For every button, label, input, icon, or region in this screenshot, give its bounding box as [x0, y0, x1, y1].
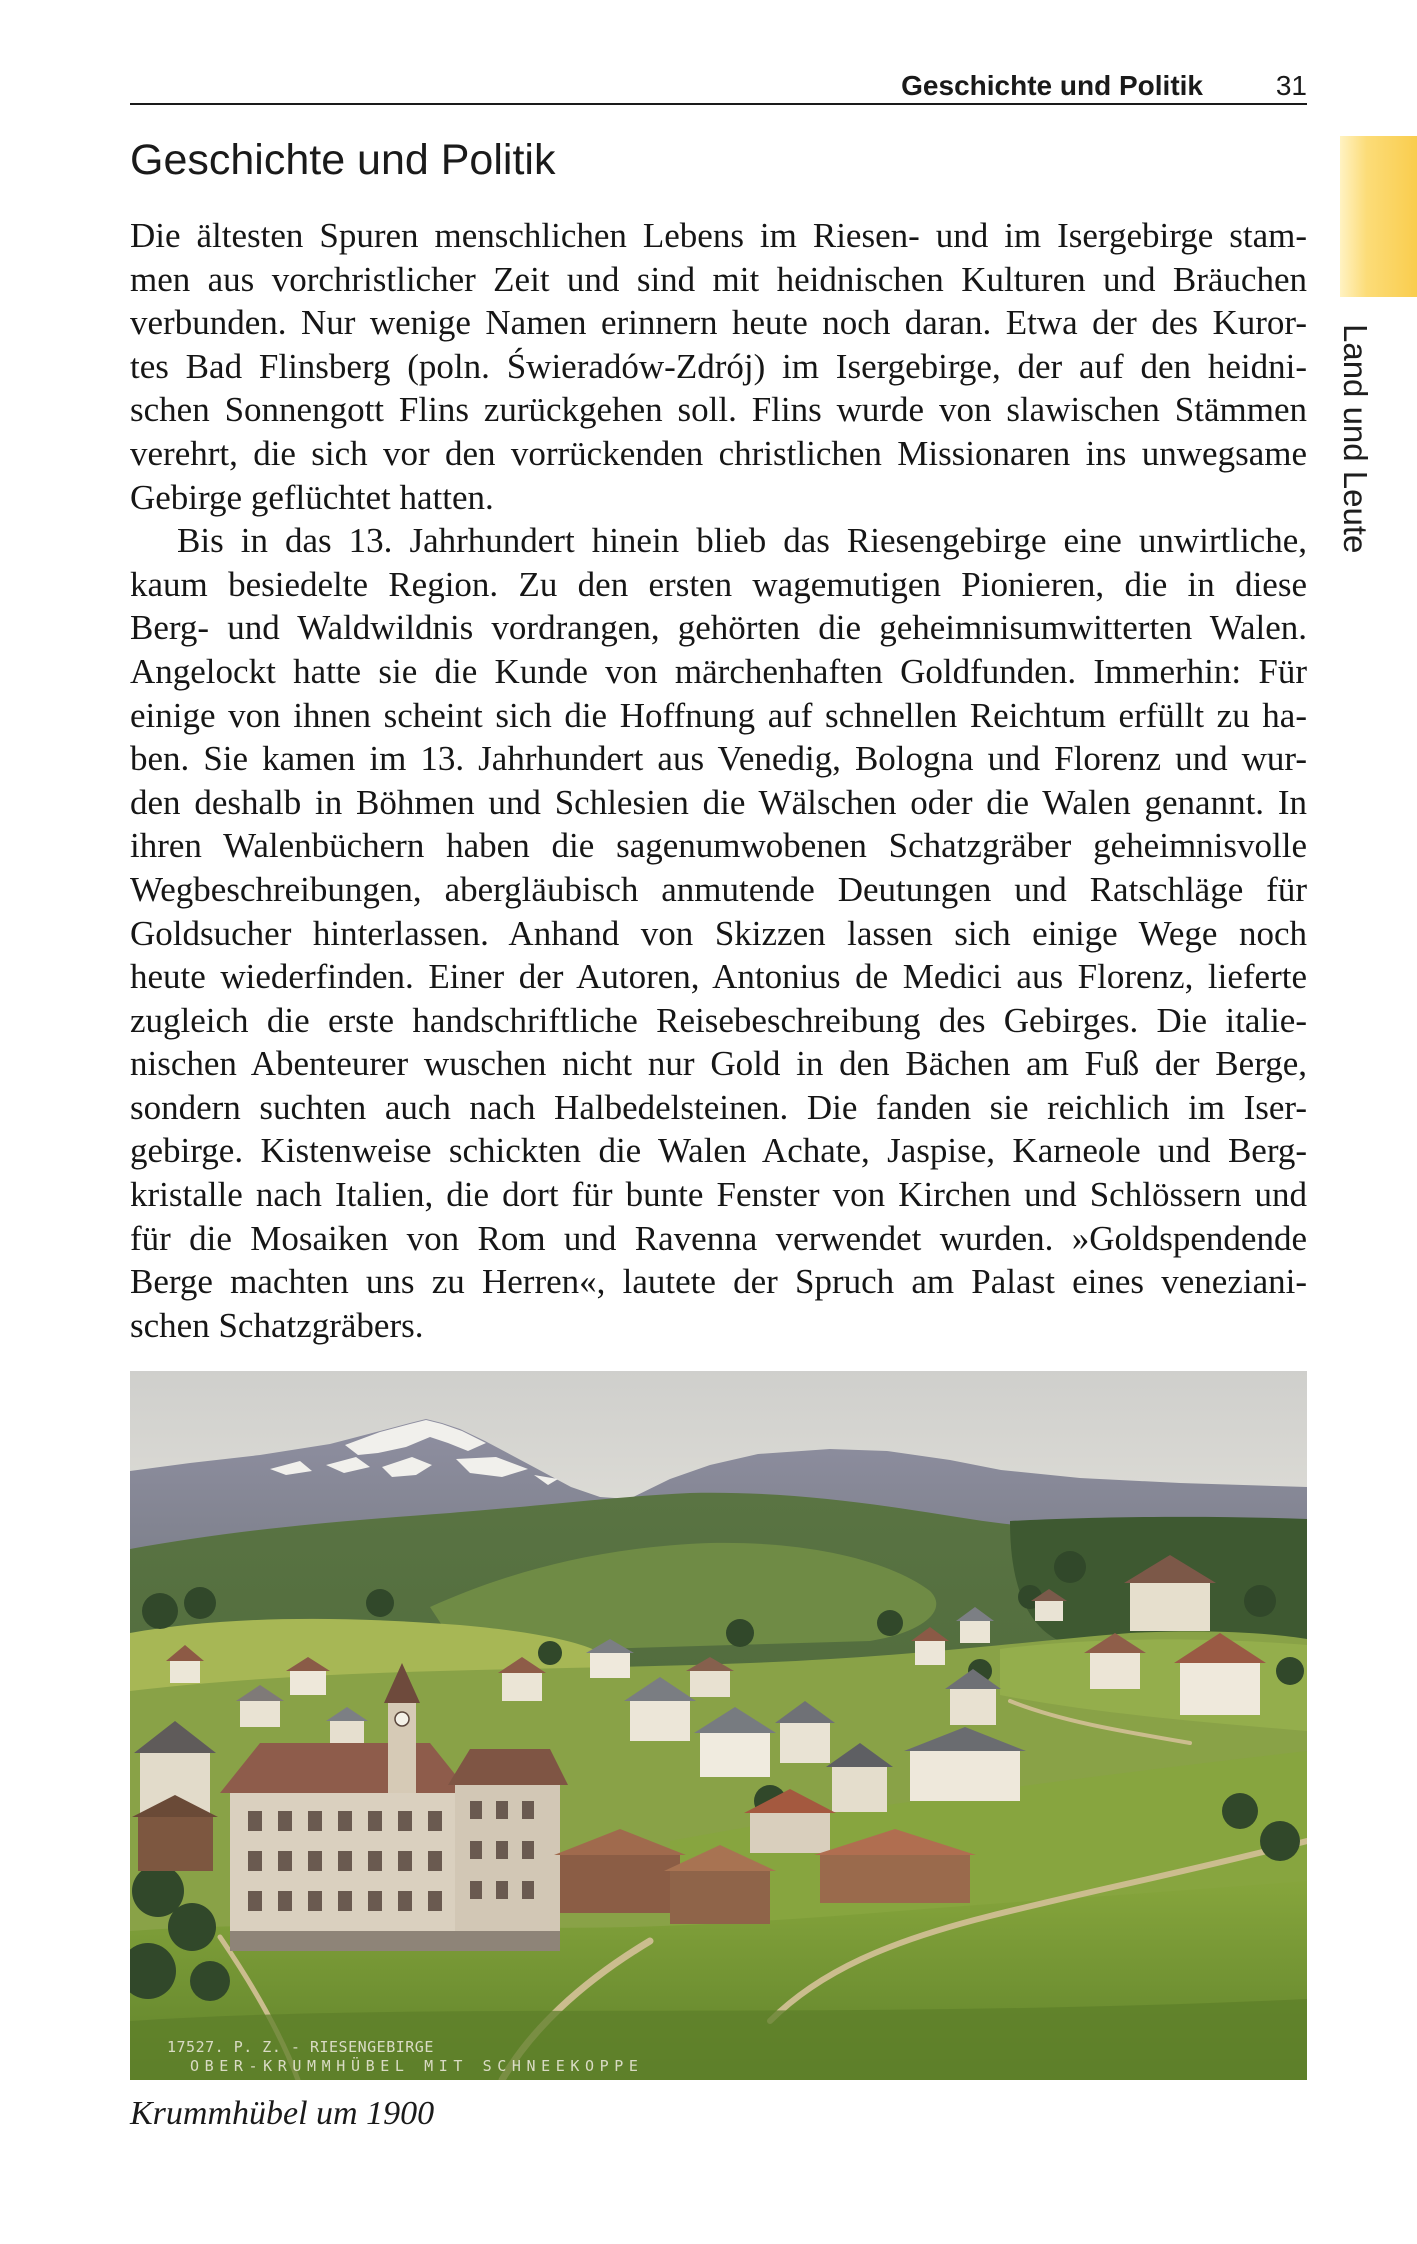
text-line: verehrt, die sich vor den vorrückenden christlichen Missionaren ins unwegsame	[130, 433, 1307, 473]
tower-clock	[395, 1712, 409, 1726]
hotel-base	[230, 1931, 560, 1951]
body-text	[130, 214, 1307, 1347]
text-line: einige von ihnen scheint sich die Hoffnung auf schnellen Reichtum erfüllt zu ha-	[130, 695, 1307, 735]
text-line: ben. Sie kamen im 13. Jahrhundert aus Venedig, Bologna und Florenz und wur-	[130, 739, 1307, 779]
text-line: verbunden. Nur wenige Namen erinnern heute noch daran. Etwa der des Kuror-	[130, 303, 1307, 343]
text-line: Goldsucher hinterlassen. Anhand von Skizzen lassen sich einige Wege noch	[130, 913, 1307, 953]
photo-illustration	[130, 1371, 1307, 2080]
paragraph-1	[130, 214, 1307, 519]
side-tab-label: Land und Leute	[1337, 324, 1374, 554]
page-number: 31	[1275, 70, 1307, 101]
photo-caption: Krummhübel um 1900	[130, 2095, 435, 2132]
text-line: für die Mosaiken von Rom und Ravenna verwendet wurden. »Goldspendende	[130, 1218, 1307, 1258]
text-line: schen Sonnengott Flins zurückgehen soll. Flins wurde von slawischen Stämmen	[130, 390, 1307, 430]
text-line: kristalle nach Italien, die dort für bunte Fenster von Kirchen und Schlössern und	[130, 1175, 1307, 1215]
header-rule	[130, 103, 1307, 105]
running-header-title: Geschichte und Politik	[901, 70, 1203, 101]
text-line: Angelockt hatte sie die Kunde von märchenhaften Goldfunden. Immerhin: Für	[130, 651, 1307, 691]
text-line: ihren Walenbüchern haben die sagenumwobenen Schatzgräber geheimnisvolle	[130, 826, 1307, 866]
text-line: gebirge. Kistenweise schickten die Walen Achate, Jaspise, Karneole und Berg-	[130, 1131, 1307, 1171]
historic-photo	[130, 1371, 1307, 2080]
text-line: zugleich die erste handschriftliche Reisebeschreibung des Gebirges. Die italie-	[130, 1000, 1307, 1040]
text-line: tes Bad Flinsberg (poln. Świeradów-Zdrój) im Isergebirge, der auf den heidni-	[130, 346, 1307, 386]
paragraph-2	[130, 519, 1307, 1347]
photo-lettering-line-2: OBER-KRUMMHÜBEL MIT SCHNEEKOPPE	[190, 2057, 644, 2075]
side-thumb-tab	[1340, 136, 1417, 297]
text-line: Gebirge geflüchtet hatten.	[130, 477, 494, 517]
text-line: nischen Abenteurer wuschen nicht nur Gold in den Bächen am Fuß der Berge,	[130, 1044, 1307, 1084]
text-line: heute wiederfinden. Einer der Autoren, Antonius de Medici aus Florenz, lieferte	[130, 957, 1307, 997]
text-line: schen Schatzgräbers.	[130, 1305, 424, 1345]
text-line: men aus vorchristlicher Zeit und sind mit heidnischen Kulturen und Bräuchen	[130, 259, 1307, 299]
hotel-roof	[220, 1743, 470, 1793]
text-line: Wegbeschreibungen, abergläubisch anmutende Deutungen und Ratschläge für	[130, 869, 1307, 909]
section-title: Geschichte und Politik	[130, 136, 556, 184]
text-line: Bis in das 13. Jahrhundert hinein blieb das Riesengebirge eine unwirtliche,	[177, 521, 1307, 561]
text-line: den deshalb in Böhmen und Schlesien die Wälschen oder die Walen genannt. In	[130, 782, 1307, 822]
text-line: kaum besiedelte Region. Zu den ersten wagemutigen Pionieren, die in diese	[130, 564, 1307, 604]
text-line: sondern suchten auch nach Halbedelsteinen. Die fanden sie reichlich im Iser-	[130, 1087, 1307, 1127]
text-line: Berge machten uns zu Herren«, lautete der Spruch am Palast eines veneziani-	[130, 1262, 1307, 1302]
text-line: Die ältesten Spuren menschlichen Lebens im Riesen- und im Isergebirge stam-	[130, 216, 1307, 255]
photo-lettering-line-1: 17527. P. Z. - RIESENGEBIRGE	[167, 2038, 434, 2056]
text-line: Berg- und Waldwildnis vordrangen, gehörten die geheimnisumwitterten Walen.	[130, 608, 1307, 648]
